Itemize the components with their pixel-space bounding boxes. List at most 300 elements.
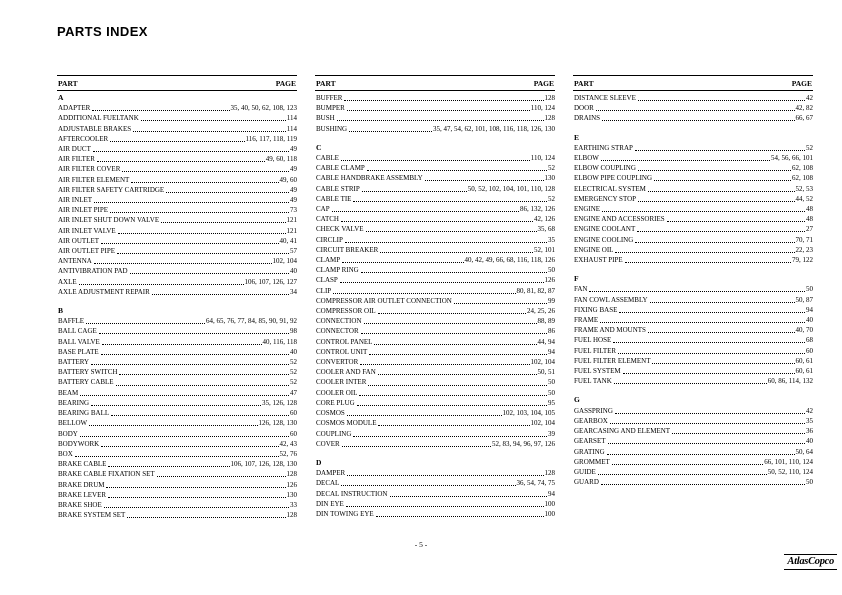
part-name: CIRCLIP: [316, 235, 343, 244]
index-entry: [57, 236, 297, 246]
part-name: CLASP: [316, 276, 338, 285]
index-entry: [573, 325, 813, 335]
index-entry: [57, 226, 297, 236]
page-numbers: 110, 124: [530, 104, 555, 113]
page-numbers: 35, 126, 128: [262, 398, 297, 407]
dot-leader: [359, 395, 547, 396]
page-numbers: 49: [290, 145, 297, 154]
page-numbers: 128: [544, 114, 555, 123]
index-entry: [315, 163, 555, 173]
page-numbers: 49: [290, 165, 297, 174]
dot-leader: [638, 170, 791, 171]
index-entry: [573, 173, 813, 183]
index-column: [57, 75, 297, 520]
part-name: BRAKE CABLE FIXATION SET: [58, 470, 155, 479]
page-numbers: 35, 68: [537, 225, 555, 234]
part-name: DECAL INSTRUCTION: [316, 489, 388, 498]
dot-leader: [89, 425, 257, 426]
part-name: AIR DUCT: [58, 145, 91, 154]
section-letter: E: [574, 132, 580, 142]
index-entry: [315, 296, 555, 306]
page-number-footer: - 5 -: [414, 540, 428, 549]
dot-leader: [613, 342, 805, 343]
part-name: CIRCUIT BREAKER: [316, 245, 379, 254]
part-name: BRAKE LEVER: [58, 490, 107, 499]
dot-leader: [362, 191, 467, 192]
index-entry: [315, 235, 555, 245]
page-numbers: 126, 128, 130: [258, 419, 297, 428]
dot-leader: [130, 273, 289, 274]
index-column: [573, 75, 813, 520]
index-entry: [57, 469, 297, 479]
page-numbers: 128: [544, 469, 555, 478]
index-entry: [315, 489, 555, 499]
page-numbers: 52: [290, 378, 297, 387]
part-name: BALL VALVE: [58, 337, 100, 346]
page-numbers: 49: [290, 185, 297, 194]
part-name: EARTHING STRAP: [574, 143, 633, 152]
index-entry: [57, 185, 297, 195]
dot-leader: [342, 262, 463, 263]
part-name: GEARBOX: [574, 416, 608, 425]
dot-leader: [638, 201, 794, 202]
part-name: BATTERY: [58, 358, 90, 367]
dot-leader: [607, 454, 795, 455]
letter-section: [573, 274, 813, 386]
dot-leader: [652, 363, 794, 364]
part-name: COUPLING: [316, 429, 352, 438]
index-entry: [573, 214, 813, 224]
dot-leader: [390, 496, 548, 497]
page-numbers: 102, 104: [530, 358, 555, 367]
dot-leader: [141, 120, 286, 121]
letter-section: [315, 93, 555, 134]
dot-leader: [79, 284, 244, 285]
dot-leader: [602, 120, 794, 121]
index-entry: [57, 377, 297, 387]
index-entry: [57, 439, 297, 449]
page-numbers: 68: [806, 336, 813, 345]
section-letter: F: [574, 274, 579, 284]
part-name: AIR OUTLET: [58, 236, 100, 245]
part-name: CABLE: [316, 154, 339, 163]
part-name: CATCH: [316, 215, 339, 224]
part-name: COMPRESSOR AIR OUTLET CONNECTION: [316, 296, 452, 305]
index-entry: [315, 306, 555, 316]
dot-leader: [648, 332, 795, 333]
page-numbers: 22, 23: [795, 245, 813, 254]
part-name: COSMOS MODULE: [316, 419, 377, 428]
index-entry: [573, 153, 813, 163]
part-name: AIR INLET PIPE: [58, 206, 109, 215]
letter-section: [57, 93, 297, 297]
page-numbers: 42: [806, 406, 813, 415]
page-numbers: 94: [806, 305, 813, 314]
part-name: FUEL FILTER ELEMENT: [574, 356, 651, 365]
page-numbers: 49: [290, 196, 297, 205]
page-numbers: 52, 83, 94, 96, 97, 126: [492, 439, 555, 448]
part-name: ANTENNA: [58, 257, 92, 266]
dot-leader: [97, 161, 265, 162]
index-entry: [315, 316, 555, 326]
index-entry: [573, 467, 813, 477]
page-numbers: 48: [806, 205, 813, 214]
part-name: GEARSET: [574, 437, 606, 446]
dot-leader: [127, 517, 285, 518]
page-numbers: 50: [806, 285, 813, 294]
page-numbers: 40: [290, 347, 297, 356]
index-entry: [57, 510, 297, 520]
page-numbers: 40, 116, 118: [262, 337, 297, 346]
page-numbers: 64, 65, 76, 77, 84, 85, 90, 91, 92: [206, 317, 297, 326]
part-name: BRAKE SYSTEM SET: [58, 511, 126, 520]
page-numbers: 70, 71: [795, 235, 813, 244]
dot-leader: [378, 374, 537, 375]
index-entry: [57, 480, 297, 490]
part-name: CONTROL UNIT: [316, 347, 368, 356]
part-name: CLAMP: [316, 256, 341, 265]
part-name: GEARCASING AND ELEMENT: [574, 427, 671, 436]
index-entry: [573, 436, 813, 446]
index-entry: [315, 173, 555, 183]
page-numbers: 42: [806, 94, 813, 102]
part-name: DOOR: [574, 104, 594, 113]
page-numbers: 50, 64: [795, 447, 813, 456]
dot-leader: [91, 364, 289, 365]
index-entry: [573, 315, 813, 325]
part-name: FUEL FILTER: [574, 346, 617, 355]
part-name: BODYWORK: [58, 439, 100, 448]
index-entry: [573, 447, 813, 457]
dot-leader: [360, 364, 529, 365]
page-numbers: 57: [290, 247, 297, 256]
index-entry: [573, 184, 813, 194]
index-entry: [573, 376, 813, 386]
index-entry: [57, 124, 297, 134]
section-letter: D: [316, 457, 322, 467]
index-entry: [315, 286, 555, 296]
page-numbers: 60, 61: [795, 367, 813, 376]
page-numbers: 40, 70: [795, 326, 813, 335]
dot-leader: [610, 423, 805, 424]
page-numbers: 49, 60: [279, 175, 297, 184]
dot-leader: [635, 150, 805, 151]
dot-leader: [378, 313, 526, 314]
part-name: FIXING BASE: [574, 305, 618, 314]
part-name: CONTROL PANEL: [316, 337, 373, 346]
index-entry: [57, 418, 297, 428]
index-entry: [315, 429, 555, 439]
dot-leader: [615, 252, 794, 253]
page-numbers: 80, 81, 82, 87: [516, 286, 555, 295]
index-entry: [573, 406, 813, 416]
page-numbers: 102, 103, 104, 105: [502, 409, 555, 418]
part-name: CABLE TIE: [316, 194, 352, 203]
dot-leader: [367, 170, 547, 171]
dot-leader: [108, 466, 229, 467]
part-name: EMERGENCY STOP: [574, 194, 637, 203]
dot-leader: [614, 383, 767, 384]
index-entry: [315, 418, 555, 428]
dot-leader: [369, 354, 547, 355]
part-header-label: PART: [574, 78, 594, 88]
part-name: COOLER AND FAN: [316, 368, 376, 377]
part-name: BAFFLE: [58, 317, 85, 326]
part-name: COVER: [316, 439, 340, 448]
dot-leader: [366, 231, 537, 232]
index-entry: [573, 143, 813, 153]
part-name: BASE PLATE: [58, 347, 99, 356]
dot-leader: [608, 443, 806, 444]
index-entry: [315, 509, 555, 519]
index-entry: [573, 305, 813, 315]
part-name: BEARING BALL: [58, 409, 110, 418]
index-entry: [315, 408, 555, 418]
index-entry: [315, 224, 555, 234]
page-numbers: 60: [290, 409, 297, 418]
part-name: ADDITIONAL FUELTANK: [58, 114, 139, 123]
index-entry: [315, 214, 555, 224]
part-name: BELLOW: [58, 419, 88, 428]
page-numbers: 48: [806, 215, 813, 224]
part-name: BOX: [58, 449, 73, 458]
page-numbers: 52, 101: [534, 245, 555, 254]
dot-leader: [101, 446, 278, 447]
part-name: CONVERTOR: [316, 358, 359, 367]
dot-leader: [101, 354, 289, 355]
page-numbers: 27: [806, 225, 813, 234]
page-numbers: 24, 25, 26: [527, 307, 555, 316]
part-name: CAP: [316, 205, 330, 214]
part-name: DAMPER: [316, 469, 346, 478]
part-name: AIR FILTER ELEMENT: [58, 175, 130, 184]
index-entry: [315, 124, 555, 134]
dot-leader: [118, 233, 286, 234]
dot-leader: [80, 395, 289, 396]
page-numbers: 44, 52: [795, 194, 813, 203]
page-numbers: 39: [548, 429, 555, 438]
part-name: ELBOW PIPE COUPLING: [574, 174, 653, 183]
page-header-label: PAGE: [275, 78, 296, 88]
column-header: [57, 75, 297, 91]
part-name: AFTERCOOLER: [58, 134, 109, 143]
part-name: BATTERY SWITCH: [58, 368, 118, 377]
page-numbers: 49, 60, 118: [265, 155, 297, 164]
page-numbers: 110, 124: [530, 154, 555, 163]
page-numbers: 102, 104: [530, 419, 555, 428]
index-entry: [573, 416, 813, 426]
dot-leader: [376, 516, 544, 517]
index-entry: [315, 275, 555, 285]
index-entry: [57, 347, 297, 357]
index-entry: [57, 367, 297, 377]
index-entry: [57, 287, 297, 297]
part-name: COOLER INTER: [316, 378, 367, 387]
index-entry: [57, 388, 297, 398]
dot-leader: [101, 243, 278, 244]
part-name: GRATING: [574, 447, 605, 456]
page-numbers: 102, 104: [272, 257, 297, 266]
dot-leader: [166, 192, 289, 193]
dot-leader: [119, 374, 289, 375]
dot-leader: [454, 303, 547, 304]
index-entry: [573, 93, 813, 103]
index-entry: [573, 194, 813, 204]
dot-leader: [104, 507, 289, 508]
page-numbers: 126: [286, 480, 297, 489]
index-entry: [57, 103, 297, 113]
dot-leader: [332, 211, 519, 212]
page-numbers: 128: [286, 470, 297, 479]
page-numbers: 60: [806, 346, 813, 355]
dot-leader: [650, 302, 795, 303]
page-numbers: 34: [290, 287, 297, 296]
dot-leader: [344, 100, 543, 101]
page-numbers: 99: [548, 296, 555, 305]
index-entry: [315, 153, 555, 163]
page-numbers: 60, 61: [795, 356, 813, 365]
section-letter: C: [316, 142, 322, 152]
index-entry: [57, 449, 297, 459]
dot-leader: [380, 252, 533, 253]
index-entry: [57, 316, 297, 326]
page-numbers: 106, 107, 126, 128, 130: [230, 460, 297, 469]
dot-leader: [353, 201, 547, 202]
page-numbers: 44, 94: [537, 337, 555, 346]
index-entry: [315, 265, 555, 275]
dot-leader: [93, 151, 289, 152]
index-entry: [57, 113, 297, 123]
part-name: AXLE: [58, 277, 77, 286]
index-entry: [57, 337, 297, 347]
index-entry: [57, 500, 297, 510]
dot-leader: [615, 413, 805, 414]
page-numbers: 100: [544, 509, 555, 518]
part-name: ENGINE AND ACCESSORIES: [574, 215, 665, 224]
part-name: CABLE CLAMP: [316, 164, 365, 173]
dot-leader: [347, 110, 530, 111]
index-entry: [315, 93, 555, 103]
index-entry: [57, 326, 297, 336]
dot-leader: [346, 506, 544, 507]
dot-leader: [131, 182, 278, 183]
part-name: FUEL SYSTEM: [574, 367, 621, 376]
column-header: [315, 75, 555, 91]
dot-leader: [152, 294, 289, 295]
dot-leader: [672, 433, 805, 434]
page-numbers: 52, 76: [279, 449, 297, 458]
page-numbers: 35, 47, 54, 62, 101, 108, 116, 118, 126, 130: [433, 124, 555, 133]
index-entry: [57, 256, 297, 266]
part-name: COOLER OIL: [316, 388, 358, 397]
dot-leader: [94, 263, 272, 264]
part-name: DRAINS: [574, 114, 601, 123]
page-numbers: 35, 40, 50, 62, 108, 123: [230, 104, 297, 113]
page-numbers: 50: [548, 388, 555, 397]
page-numbers: 50: [548, 266, 555, 275]
part-name: GUARD: [574, 478, 599, 487]
page-numbers: 73: [290, 206, 297, 215]
index-columns: [57, 75, 813, 520]
page-numbers: 62, 108: [792, 164, 813, 173]
letter-section: [573, 93, 813, 124]
index-entry: [57, 246, 297, 256]
index-entry: [57, 490, 297, 500]
dot-leader: [648, 191, 795, 192]
page-numbers: 60: [290, 429, 297, 438]
dot-leader: [368, 385, 547, 386]
index-entry: [57, 408, 297, 418]
part-name: COMPRESSOR OIL: [316, 307, 376, 316]
part-name: BATTERY CABLE: [58, 378, 114, 387]
part-name: ADJUSTABLE BRAKES: [58, 124, 132, 133]
page-header-label: PAGE: [791, 78, 812, 88]
page-numbers: 40: [806, 316, 813, 325]
index-entry: [573, 346, 813, 356]
page-numbers: 52: [548, 194, 555, 203]
part-name: CONNECTOR: [316, 327, 359, 336]
dot-leader: [425, 180, 544, 181]
index-entry: [57, 215, 297, 225]
index-entry: [573, 426, 813, 436]
dot-leader: [94, 202, 289, 203]
page-numbers: 50: [806, 478, 813, 487]
part-name: ENGINE OIL: [574, 245, 614, 254]
page-numbers: 40, 42, 49, 66, 68, 116, 118, 126: [464, 256, 555, 265]
page-numbers: 95: [548, 398, 555, 407]
page-numbers: 94: [548, 347, 555, 356]
part-name: BUMPER: [316, 104, 345, 113]
part-name: DIN TOWING EYE: [316, 509, 374, 518]
part-name: FRAME: [574, 316, 599, 325]
part-name: BUSH: [316, 114, 335, 123]
index-entry: [573, 356, 813, 366]
dot-leader: [601, 484, 805, 485]
dot-leader: [600, 322, 805, 323]
part-name: CONNECTION: [316, 317, 362, 326]
dot-leader: [341, 485, 515, 486]
index-entry: [315, 377, 555, 387]
page-numbers: 66, 101, 110, 124: [764, 457, 813, 466]
index-entry: [57, 144, 297, 154]
dot-leader: [596, 110, 795, 111]
part-name: AIR INLET: [58, 196, 93, 205]
page-numbers: 121: [286, 226, 297, 235]
part-name: COSMOS: [316, 409, 345, 418]
index-entry: [315, 388, 555, 398]
index-entry: [315, 184, 555, 194]
page-numbers: 66, 67: [795, 114, 813, 123]
index-entry: [315, 478, 555, 488]
index-entry: [315, 194, 555, 204]
page-header-label: PAGE: [533, 78, 554, 88]
page-numbers: 36, 54, 74, 75: [516, 479, 555, 488]
page-numbers: 128: [544, 94, 555, 102]
page-numbers: 62, 108: [792, 174, 813, 183]
dot-leader: [638, 100, 805, 101]
index-entry: [57, 429, 297, 439]
dot-leader: [347, 475, 543, 476]
page-title: PARTS INDEX: [57, 24, 148, 39]
part-name: DIN EYE: [316, 499, 344, 508]
dot-leader: [157, 476, 286, 477]
page-numbers: 121: [286, 216, 297, 225]
index-entry: [573, 335, 813, 345]
index-entry: [57, 277, 297, 287]
page-numbers: 126: [544, 276, 555, 285]
part-name: GASSPRING: [574, 406, 613, 415]
index-entry: [573, 477, 813, 487]
